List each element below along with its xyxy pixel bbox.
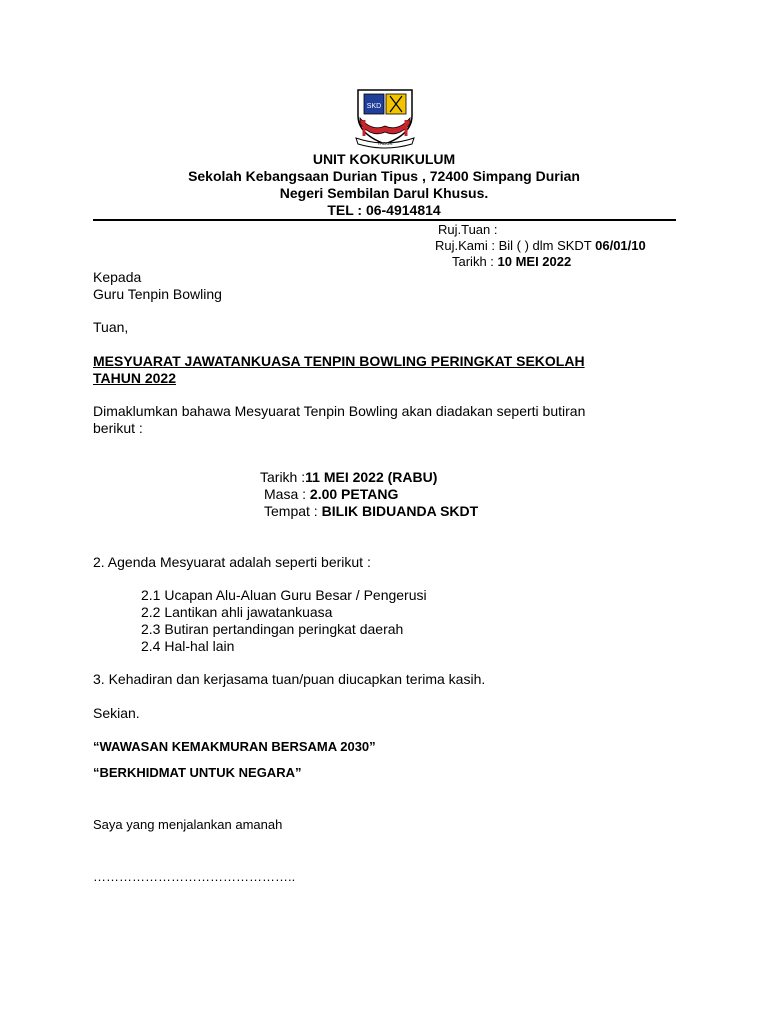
motto-2: “BERKHIDMAT UNTUK NEGARA” <box>93 765 302 780</box>
agenda-item: 2.4 Hal-hal lain <box>141 638 235 654</box>
detail-tarikh-value: 11 MEI 2022 (RABU) <box>305 469 438 485</box>
closing-note: 3. Kehadiran dan kerjasama tuan/puan diucapkan terima kasih. <box>93 671 486 687</box>
letter-date-value: 10 MEI 2022 <box>497 254 572 269</box>
detail-masa <box>264 486 398 502</box>
school-state: Negeri Sembilan Darul Khusus. <box>279 185 489 201</box>
signature-line: ……………………………………….. <box>93 869 296 884</box>
svg-text:SKD: SKD <box>366 103 382 110</box>
agenda-item: 2.3 Butiran pertandingan peringkat daerah <box>141 621 404 637</box>
detail-tempat-value: BILIK BIDUANDA SKDT <box>321 503 479 519</box>
letter-date <box>452 254 571 269</box>
logo-banner-text: TADUK <box>377 141 393 146</box>
detail-tarikh <box>260 469 437 485</box>
school-tel: TEL : 06-4914814 <box>327 202 441 218</box>
agenda-heading: 2. Agenda Mesyuarat adalah seperti berikut : <box>93 554 371 570</box>
subject-line-1: MESYUARAT JAWATANKUASA TENPIN BOWLING PERINGKAT SEKOLAH <box>93 353 585 369</box>
recipient-name: Guru Tenpin Bowling <box>93 286 222 302</box>
subject-line-2: TAHUN 2022 <box>93 370 176 386</box>
intro-line-1: Dimaklumkan bahawa Mesyuarat Tenpin Bowling akan diadakan seperti butiran <box>93 403 586 419</box>
school-crest-logo <box>350 86 420 152</box>
salutation: Tuan, <box>93 319 129 335</box>
detail-tempat <box>264 503 478 519</box>
ruj-kami <box>435 238 646 253</box>
ruj-kami-value: 06/01/10 <box>595 238 646 253</box>
unit-title: UNIT KOKURIKULUM <box>312 151 456 167</box>
letter-date-label: Tarikh : <box>452 254 498 269</box>
motto-1: “WAWASAN KEMAKMURAN BERSAMA 2030” <box>93 739 376 754</box>
agenda-item: 2.1 Ucapan Alu-Aluan Guru Besar / Pengerusi <box>141 587 427 603</box>
ruj-kami-label: Ruj.Kami : Bil ( ) dlm SKDT <box>435 238 596 253</box>
ruj-tuan: Ruj.Tuan : <box>438 222 498 237</box>
intro-line-2: berikut : <box>93 420 143 436</box>
signoff: Saya yang menjalankan amanah <box>93 817 283 832</box>
detail-masa-value: 2.00 PETANG <box>309 486 399 502</box>
detail-tempat-label: Tempat : <box>264 503 322 519</box>
agenda-item: 2.2 Lantikan ahli jawatankuasa <box>141 604 333 620</box>
detail-masa-label: Masa : <box>264 486 310 502</box>
kepada-label: Kepada <box>93 269 142 285</box>
school-name: Sekolah Kebangsaan Durian Tipus , 72400 Simpang Durian <box>188 168 580 184</box>
sekian: Sekian. <box>93 705 140 721</box>
detail-tarikh-label: Tarikh : <box>260 469 306 485</box>
header-divider <box>93 219 676 221</box>
